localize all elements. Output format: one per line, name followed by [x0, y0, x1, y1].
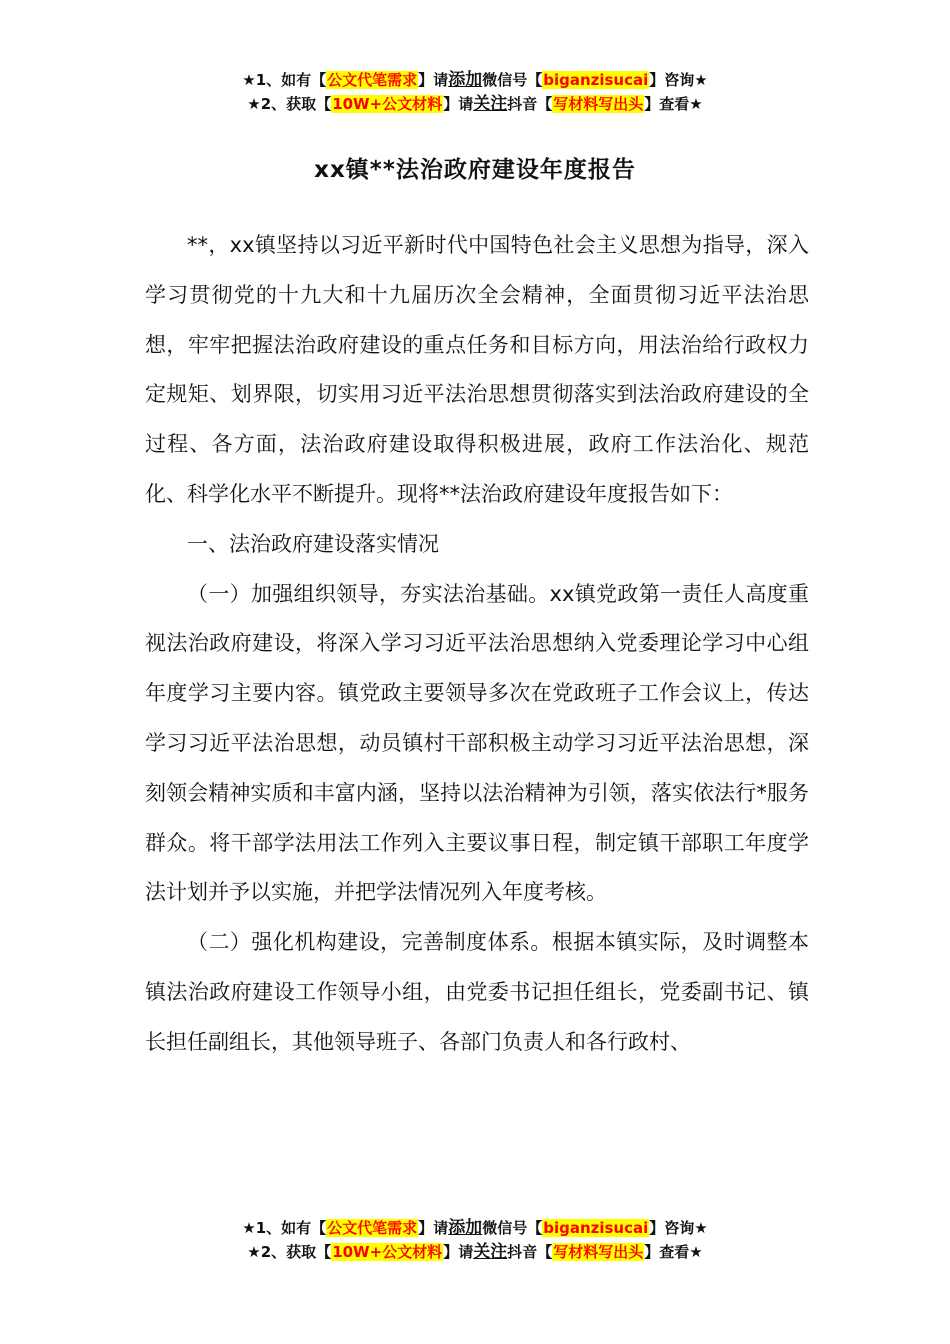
paragraph-subsection-2: （二）强化机构建设，完善制度体系。根据本镇实际，及时调整本镇法治政府建设工作领导小组，由党委书记担任组长，党委副书记、镇长担任副组长，其他领导班子、各部门负责人和各行政村、 [145, 930, 809, 1054]
banner-underline: 关注 [473, 94, 508, 114]
header-banner [0, 68, 950, 116]
paragraph-intro: **，xx镇坚持以习近平新时代中国特色社会主义思想为指导，深入学习贯彻党的十九大和十九届历次全会精神，全面贯彻习近平法治思想，牢牢把握法治政府建设的重点任务和目标方向，用法治给行政权力定规矩、划界限，切实用习近平法治思想贯彻落实到法治政府建设的全过程、各方面，法治政府建设取得积极进展，政府工作法治化、规范化、科学化水平不断提升。现将**法治政府建设年度报告如下： [145, 233, 809, 506]
banner-text: 】请 [443, 95, 474, 113]
banner-text: 微信号【 [482, 1219, 543, 1237]
banner-highlight: 公文代笔需求 [327, 1219, 418, 1237]
banner-text: 】咨询★ [649, 1219, 708, 1237]
banner-underline: 关注 [473, 1242, 508, 1262]
banner-highlight: 写材料写出头 [553, 95, 644, 113]
banner-text: 】咨询★ [649, 71, 708, 89]
banner-line-1 [0, 1216, 950, 1240]
banner-line-1 [0, 68, 950, 92]
paragraph-subsection-1: （一）加强组织领导，夯实法治基础。xx镇党政第一责任人高度重视法治政府建设，将深入学习习近平法治思想纳入党委理论学习中心组年度学习主要内容。镇党政主要领导多次在党政班子工作会议上，传达学习习近平法治思想，动员镇村干部积极主动学习习近平法治思想，深刻领会精神实质和丰富内涵，坚持以法治精神为引领，落实依法行*服务群众。将干部学法用法工作列入主要议事日程，制定镇干部职工年度学法计划并予以实施，并把学法情况列入年度考核。 [145, 581, 809, 905]
banner-text: 】请 [418, 71, 449, 89]
banner-text: 】查看★ [644, 1243, 703, 1261]
banner-text: 】查看★ [644, 95, 703, 113]
banner-text: ★1、如有【 [242, 1219, 327, 1237]
banner-text: ★2、获取【 [247, 1243, 332, 1261]
banner-highlight: 10W+公文材料 [332, 1243, 443, 1261]
banner-highlight: 写材料写出头 [553, 1243, 644, 1261]
banner-text: ★2、获取【 [247, 95, 332, 113]
banner-underline: 添加 [448, 1218, 483, 1238]
banner-highlight: 10W+公文材料 [332, 95, 443, 113]
footer-banner [0, 1216, 950, 1264]
document-title: xx镇**法治政府建设年度报告 [314, 157, 636, 183]
banner-line-2 [0, 1240, 950, 1264]
banner-text: 抖音【 [507, 95, 553, 113]
banner-text: 】请 [443, 1243, 474, 1261]
banner-highlight: 公文代笔需求 [327, 71, 418, 89]
banner-highlight: biganzisucai [543, 71, 649, 89]
banner-text: 】请 [418, 1219, 449, 1237]
banner-text: ★1、如有【 [242, 71, 327, 89]
document-body [145, 221, 809, 1068]
banner-highlight: biganzisucai [543, 1219, 649, 1237]
banner-text: 抖音【 [507, 1243, 553, 1261]
section-heading: 一、法治政府建设落实情况 [187, 531, 439, 556]
banner-underline: 添加 [448, 70, 483, 90]
banner-text: 微信号【 [482, 71, 543, 89]
banner-line-2 [0, 92, 950, 116]
